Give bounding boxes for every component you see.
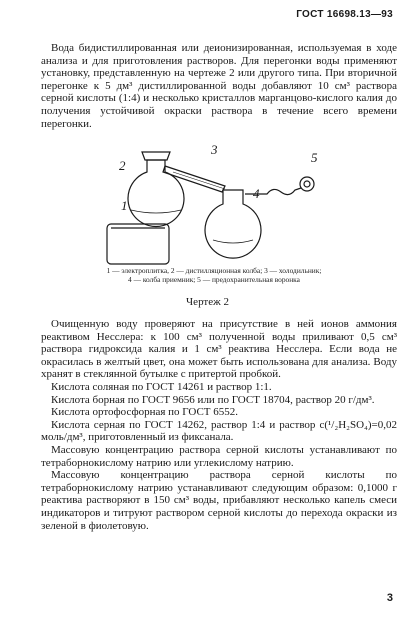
paragraph-phosphoric: Кислота ортофосфорная по ГОСТ 6552. [51,406,239,419]
paragraph-hcl: Кислота соляная по ГОСТ 14261 и раствор 1:1. [51,380,272,393]
paragraph-boric: Кислота борная по ГОСТ 9656 или по ГОСТ 18704, раствор 20 г/дм³. [51,393,375,406]
paragraph-titration: Массовую концентрацию раствора серной кислоты по тетраборнокислому натрию устанавливают следующим образом: 0,1000 г реактива растворяют в 150 см³ воды, прибавляют несколько капель смеси индикаторов и титруют раствором серной кислоты до перехода окраски из зеленой в фиолетовую. [41,469,397,532]
distillation-apparatus-figure [95,132,327,274]
page-number: 3 [386,592,393,604]
figure-title: Чертеж 2 [186,296,229,308]
figure-label-2: 2 [119,158,126,173]
figure-label-4: 4 [253,186,260,201]
intro-section [41,42,397,130]
hot-plate-shape [107,224,169,264]
figure-caption: 1 — электроплитка, 2 — дистилляционная колба; 3 — холодильник; 4 — колба приемник; 5 — предохранительная воронка [106,266,322,284]
reagents-section [41,318,397,532]
paragraph-nessler: Очищенную воду проверяют на присутствие в ней ионов аммония реактивом Несслера: к 100 см³ полученной воды приливают 0,5 см³ раствора гидроксида калия и 1 см³ реактива Несслера. Если вода не окрасилась в желтый цвет, она может быть использована для анализа. Воду хранят в стеклянной бутылке с притертой пробкой. [41,318,397,381]
paragraph-water: Вода бидистиллированная или деионизированная, используемая в ходе анализа и для приготовления растворов. Для перегонки воды применяют установку, представленную на чертеже 2 или другого типа. При вторичной перегонке к 5 дм³ дистиллированной воды добавляют 10 см³ раствора серной кислоты (1:4) и несколько кристаллов марганцово-кислого калия до получения устойчивой окраски раствора в течение всего времени перегонки. [41,42,397,130]
document-header: ГОСТ 16698.13—93 [296,9,393,20]
figure-label-3: 3 [211,142,218,157]
figure-label-1: 1 [121,198,128,213]
paragraph-concentration: Массовую концентрацию раствора серной кислоты устанавливают по тетраборнокислому натрию или углекислому натрию. [41,443,397,469]
figure-label-5: 5 [311,150,318,165]
paragraph-sulfuric: Кислота серная по ГОСТ 14262, раствор 1:4 и раствор c(¹/₂H₂SO₄)=0,02 моль/дм³, приготовленный из фиксанала. [41,418,397,444]
